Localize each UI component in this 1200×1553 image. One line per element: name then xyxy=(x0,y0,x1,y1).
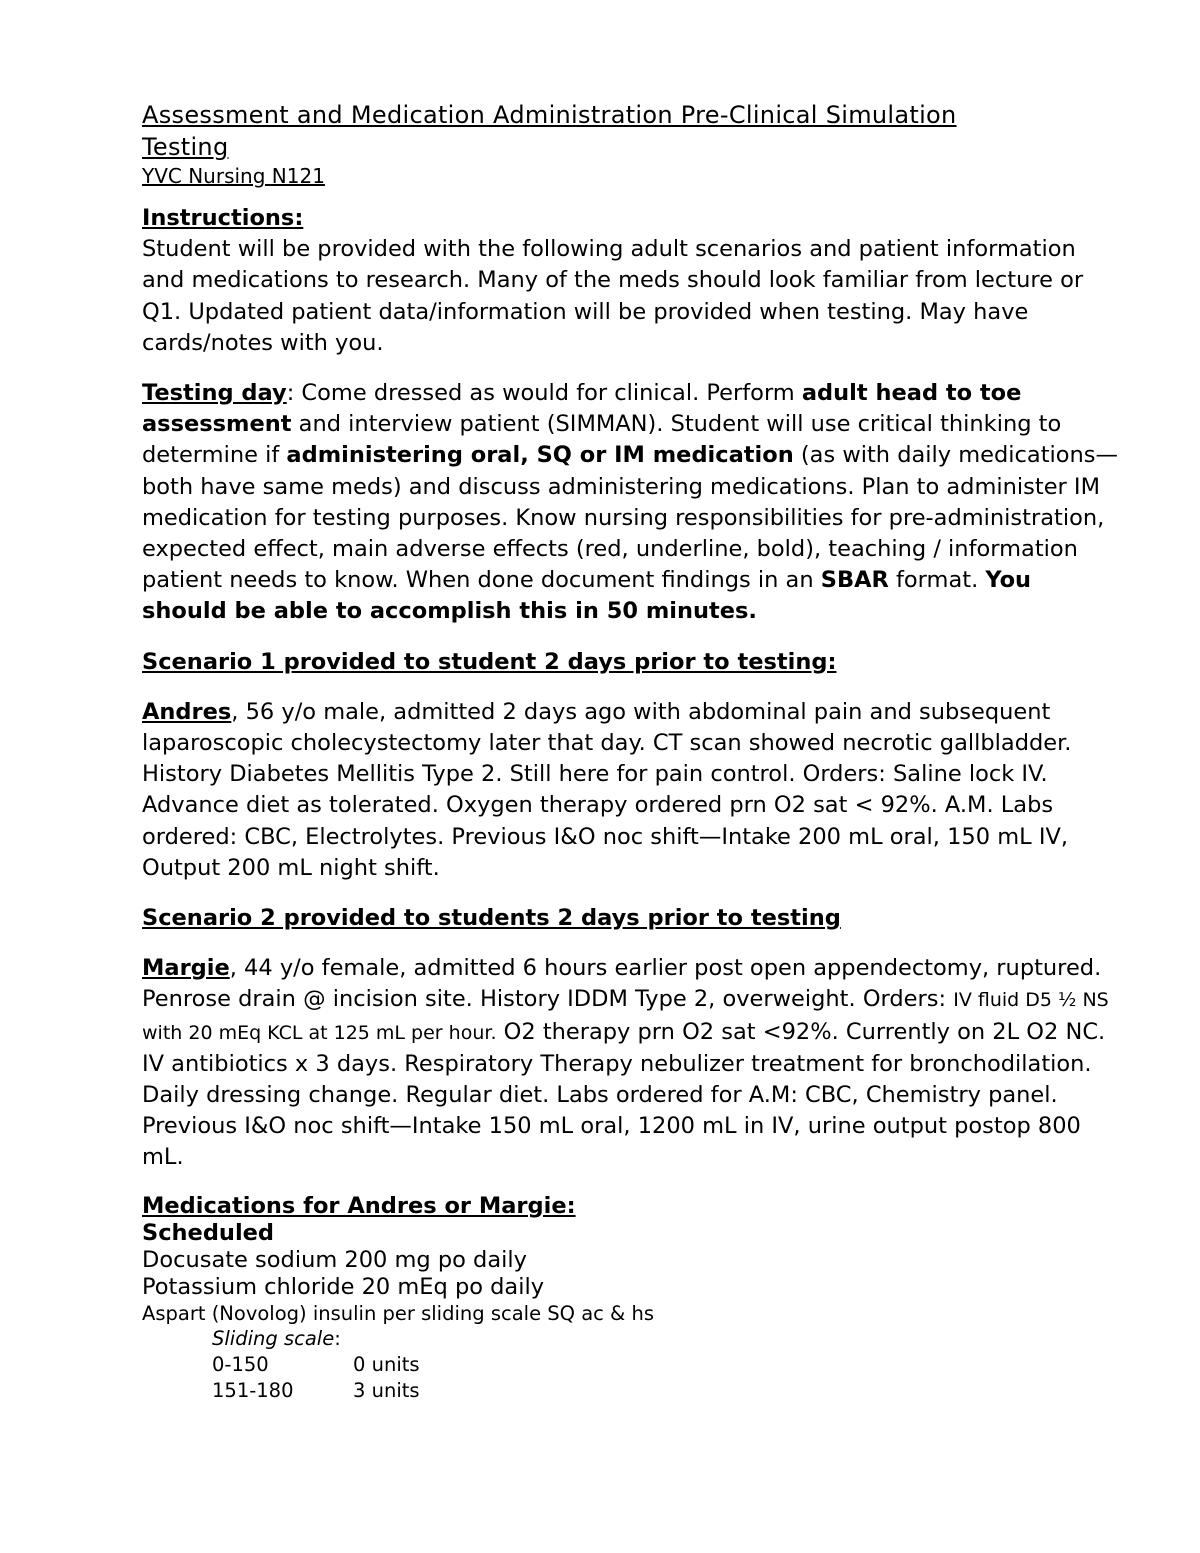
sliding-scale-dose: 0 units xyxy=(353,1352,420,1376)
testing-day-label: Testing day xyxy=(142,380,287,407)
scenario-2-heading: Scenario 2 provided to students 2 days prior to testing xyxy=(142,905,841,932)
testing-day-text-3: (as with daily medications—both have same meds) and discuss administering medications. Plan to administer IM medication for testing purposes. Know nursing responsibilities for pre-administration, expected effect, main adverse effects (red, underline, bold), teaching / information patient needs to know. When done document findings in an xyxy=(142,442,1119,594)
sliding-scale-title: Sliding scale xyxy=(212,1326,335,1350)
testing-day-bold-4: You should be able to accomplish this in 50 minutes. xyxy=(142,567,1032,625)
scheduled-heading: Scheduled xyxy=(142,1219,275,1246)
med-potassium-chloride: Potassium chloride 20 mEq po daily xyxy=(142,1273,545,1300)
document-page xyxy=(142,99,1122,1404)
scenario-2-iv-order: IV fluid D5 ½ NS with 20 mEq KCL at 125 mL per hour. xyxy=(142,989,1109,1044)
scenario-2-body xyxy=(142,953,1122,1173)
sliding-scale-row xyxy=(212,1352,1122,1378)
document-subtitle: YVC Nursing N121 xyxy=(142,164,325,188)
sliding-scale xyxy=(212,1326,1122,1404)
sliding-scale-row xyxy=(212,1378,1122,1404)
title-line-2: Testing xyxy=(142,133,229,161)
instructions-section xyxy=(142,203,1122,359)
testing-day-bold-3: SBAR xyxy=(820,567,889,594)
scenario-2-text-1: , 44 y/o female, admitted 6 hours earlier post open appendectomy, ruptured. Penrose drain @ incision site. History IDDM Type 2, overweight. Orders: xyxy=(142,955,1102,1013)
instructions-body: Student will be provided with the following adult scenarios and patient information and medications to research. Many of the meds should look familiar from lecture or Q1. Updated patient data/information will be provided when testing. May have cards/notes with you. xyxy=(142,236,1084,356)
sliding-scale-range: 151-180 xyxy=(212,1378,294,1402)
testing-day-bold-2: administering oral, SQ or IM medication xyxy=(286,442,794,469)
med-docusate: Docusate sodium 200 mg po daily xyxy=(142,1246,527,1273)
sliding-scale-colon: : xyxy=(334,1326,341,1350)
scenario-2-text-2: O2 therapy prn O2 sat <92%. Currently on 2L O2 NC. IV antibiotics x 3 days. Respiratory Therapy nebulizer treatment for bronchodilation. Daily dressing change. Regular diet. Labs ordered for A.M: CBC, Chemistry panel. Previous I&O noc shift—Intake 150 mL oral, 1200 mL in IV, urine output postop 800 mL. xyxy=(142,1018,1106,1171)
scenario-2-patient-name: Margie xyxy=(142,955,230,982)
sliding-scale-dose: 3 units xyxy=(353,1378,420,1402)
scenario-1-heading: Scenario 1 provided to student 2 days prior to testing: xyxy=(142,648,837,675)
testing-day-text-4: format. xyxy=(888,567,986,594)
testing-day-bold-1: adult head to toe assessment xyxy=(142,380,1022,438)
medications-heading: Medications for Andres or Margie: xyxy=(142,1192,576,1219)
scenario-1-patient-name: Andres xyxy=(142,698,232,725)
testing-day-text-2: and interview patient (SIMMAN). Student will use critical thinking to determine if xyxy=(142,411,1062,469)
instructions-heading: Instructions: xyxy=(142,205,304,231)
sliding-scale-range: 0-150 xyxy=(212,1352,269,1376)
testing-day-section xyxy=(142,378,1122,628)
document-title xyxy=(142,99,1122,163)
testing-day-text-1: : Come dressed as would for clinical. Perform xyxy=(286,380,802,407)
title-line-1: Assessment and Medication Administration Pre-Clinical Simulation xyxy=(142,101,957,129)
scenario-1-body xyxy=(142,697,1122,884)
med-aspart-insulin: Aspart (Novolog) insulin per sliding scale SQ ac & hs xyxy=(142,1301,654,1325)
sliding-scale-label xyxy=(212,1326,1122,1352)
scenario-1-text: , 56 y/o male, admitted 2 days ago with abdominal pain and subsequent laparoscopic cholecystectomy later that day. CT scan showed necrotic gallbladder. History Diabetes Mellitis Type 2. Still here for pain control. Orders: Saline lock IV. Advance diet as tolerated. Oxygen therapy ordered prn O2 sat < 92%. A.M. Labs ordered: CBC, Electrolytes. Previous I&O noc shift—Intake 200 mL oral, 150 mL IV, Output 200 mL night shift. xyxy=(142,698,1072,881)
